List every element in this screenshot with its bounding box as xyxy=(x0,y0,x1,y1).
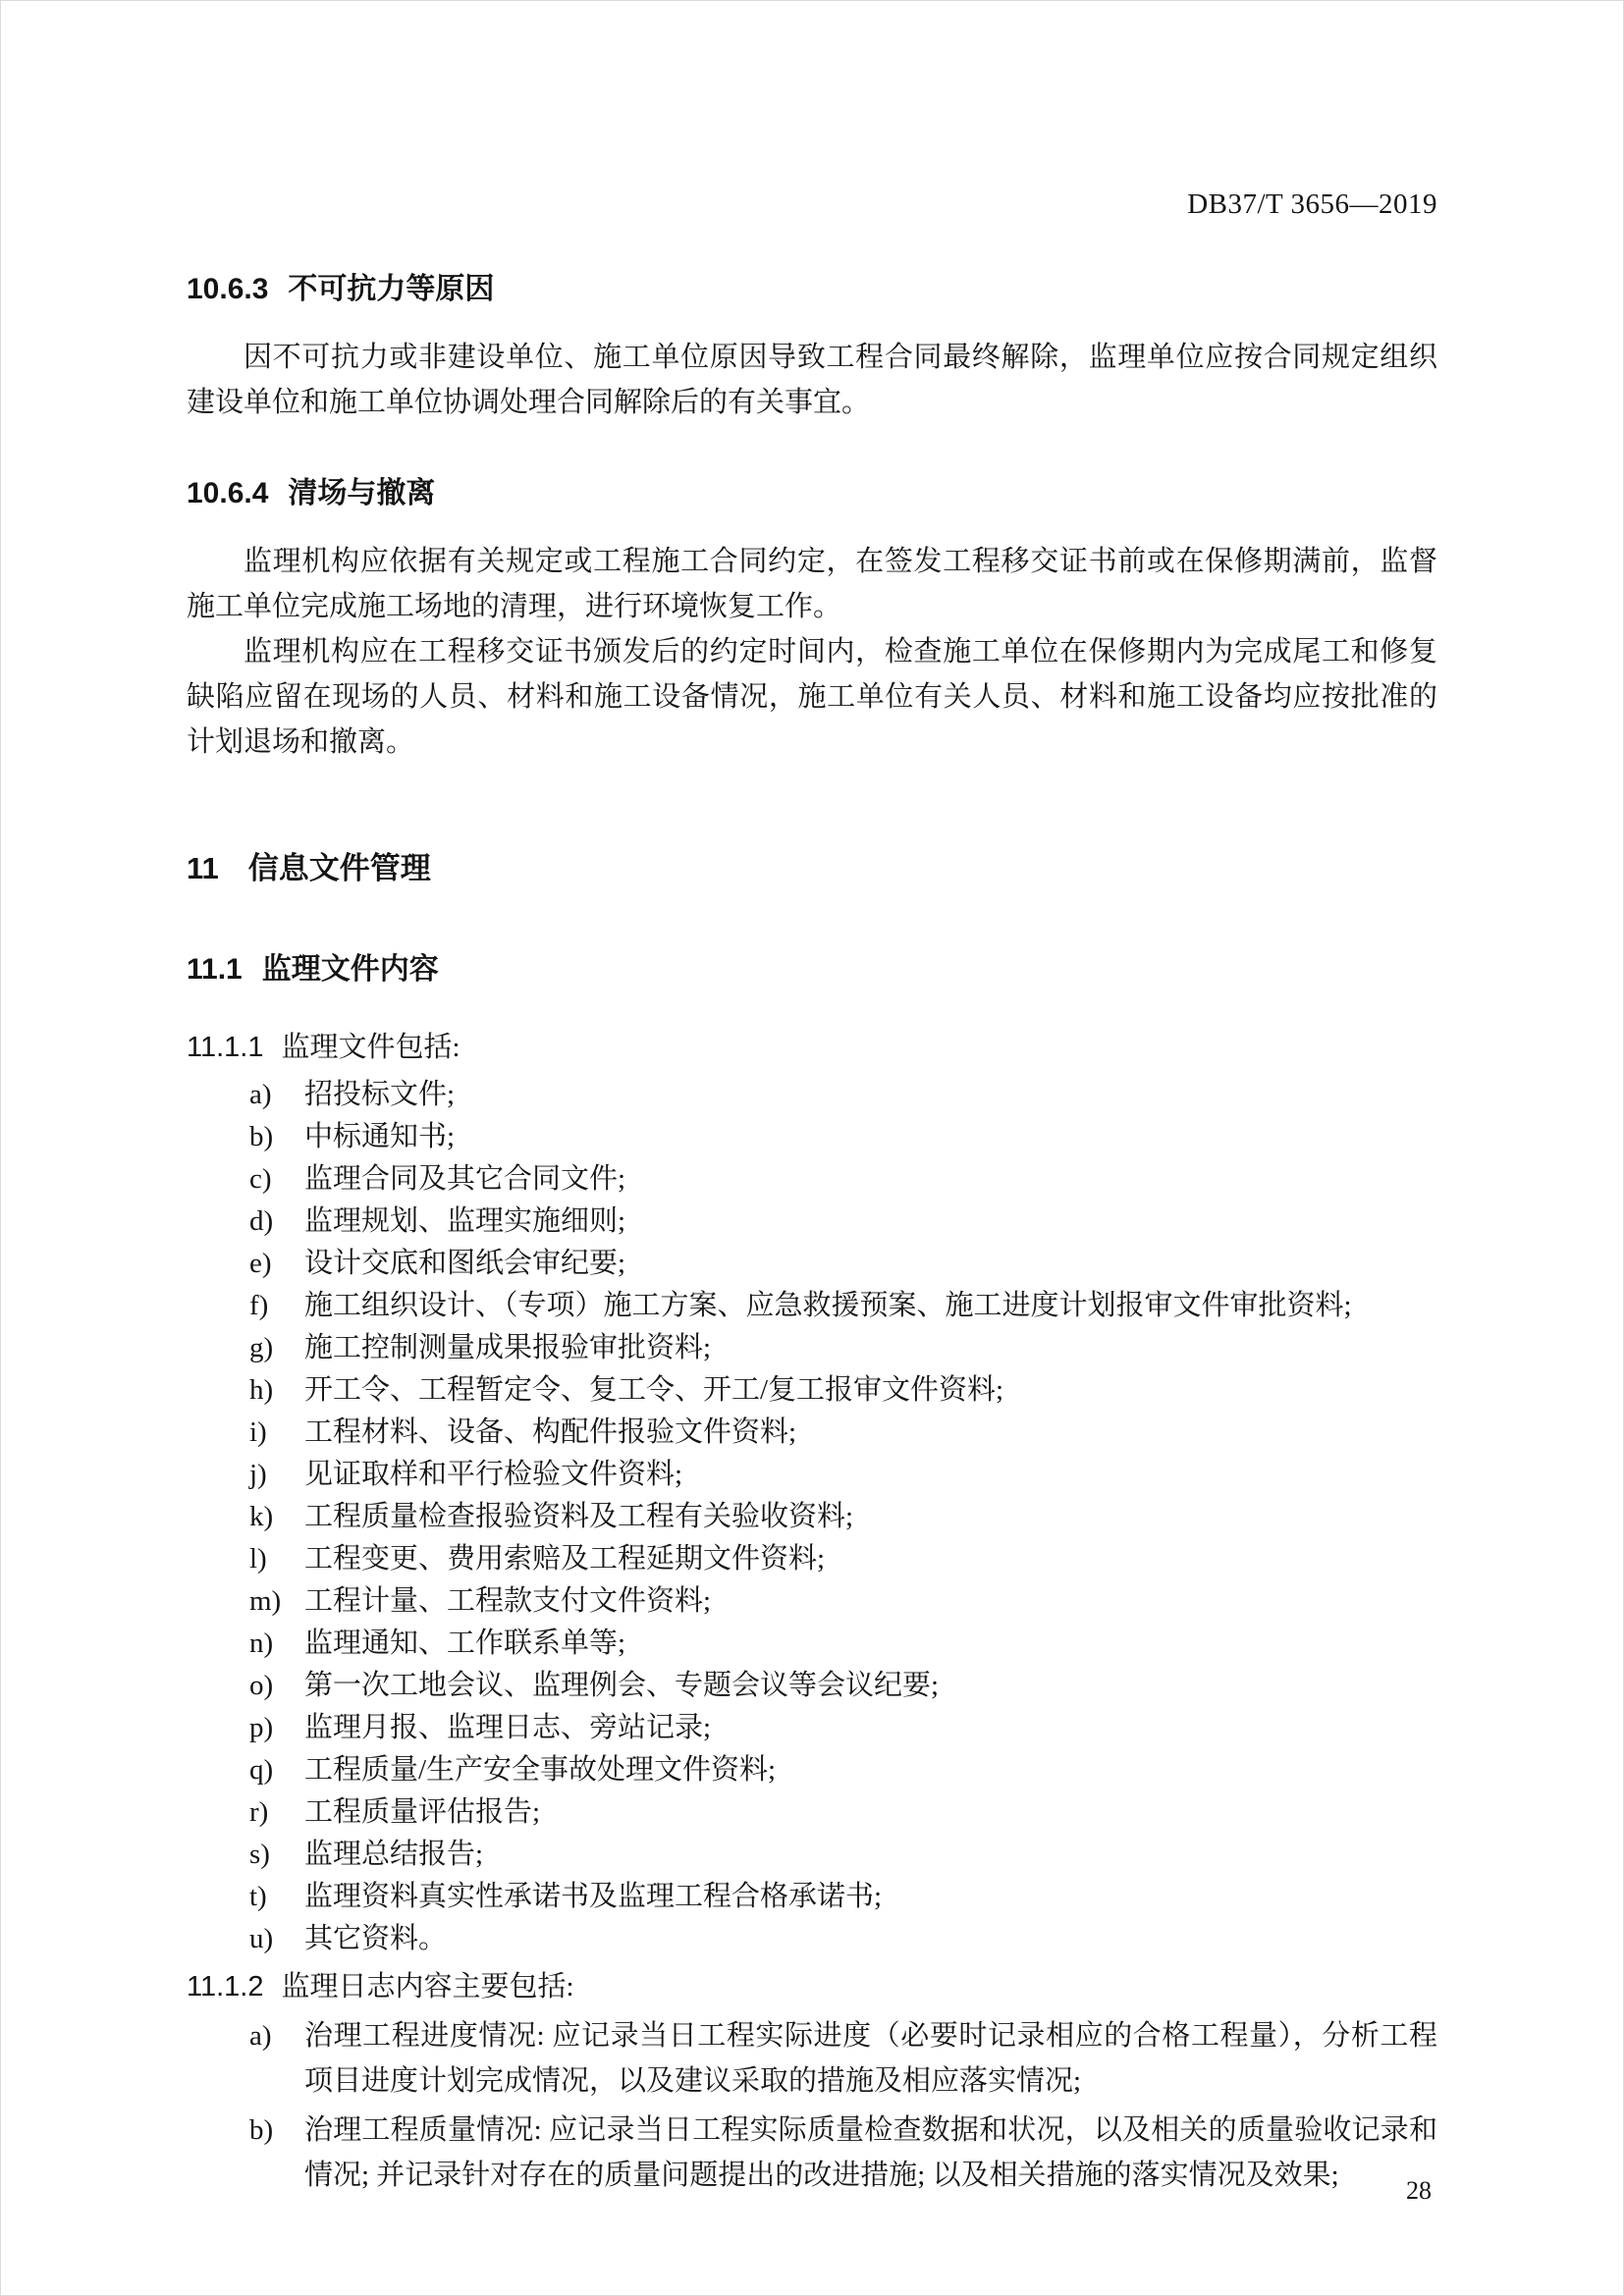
paragraph: 监理机构应依据有关规定或工程施工合同约定，在签发工程移交证书前或在保修期满前，监督施工单位完成施工场地的清理，进行环境恢复工作。 xyxy=(187,546,1437,622)
item-text: 招投标文件; xyxy=(304,1079,456,1110)
item-label: g) xyxy=(249,1332,274,1363)
list-item xyxy=(187,1285,1437,1327)
page-number: 28 xyxy=(1406,2176,1432,2205)
list-item xyxy=(187,1454,1437,1496)
list-item xyxy=(187,1496,1437,1538)
item-text: 工程变更、费用索赔及工程延期文件资料; xyxy=(304,1543,826,1575)
item-text: 治理工程质量情况: 应记录当日工程实际质量检查数据和状况，以及相关的质量验收记录和情况; 并记录针对存在的质量问题提出的改进措施; 以及相关措施的落实情况及效果; xyxy=(304,2114,1437,2191)
item-label: e) xyxy=(249,1248,272,1279)
clause-number: 11.1.2 xyxy=(187,1971,264,2002)
item-label: k) xyxy=(249,1501,274,1532)
list-item xyxy=(187,1623,1437,1665)
list-item xyxy=(187,1158,1437,1201)
item-text: 监理通知、工作联系单等; xyxy=(304,1628,626,1659)
item-text: 第一次工地会议、监理例会、专题会议等会议纪要; xyxy=(304,1670,940,1701)
item-text: 监理总结报告; xyxy=(304,1839,484,1870)
clause-11-1-1 xyxy=(187,1025,1437,1070)
item-text: 工程质量检查报验资料及工程有关验收资料; xyxy=(304,1501,854,1532)
item-label: o) xyxy=(249,1670,274,1701)
heading-number: 10.6.4 xyxy=(187,477,269,509)
list-item xyxy=(187,1707,1437,1749)
item-text: 监理合同及其它合同文件; xyxy=(304,1163,626,1195)
list-11-1-2 xyxy=(187,2013,1437,2198)
list-item xyxy=(187,1538,1437,1580)
item-text: 其它资料。 xyxy=(304,1923,448,1954)
item-label: b) xyxy=(249,2114,274,2146)
item-label: p) xyxy=(249,1712,274,1743)
item-label: j) xyxy=(249,1459,267,1490)
list-item xyxy=(187,1834,1437,1876)
heading-title: 信息文件管理 xyxy=(247,851,431,885)
item-text: 开工令、工程暂定令、复工令、开工/复工报审文件资料; xyxy=(304,1374,1004,1406)
item-text: 监理规划、监理实施细则; xyxy=(304,1205,626,1237)
item-text: 见证取样和平行检验文件资料; xyxy=(304,1459,683,1490)
item-label: i) xyxy=(249,1416,267,1448)
clause-text: 监理文件包括: xyxy=(281,1032,460,1063)
paragraph: 因不可抗力或非建设单位、施工单位原因导致工程合同最终解除，监理单位应按合同规定组织建设单位和施工单位协调处理合同解除后的有关事宜。 xyxy=(187,342,1437,418)
item-text: 工程质量评估报告; xyxy=(304,1796,541,1828)
doc-code: DB37/T 3656—2019 xyxy=(1187,188,1437,220)
item-text: 工程质量/生产安全事故处理文件资料; xyxy=(304,1754,777,1786)
item-label: m) xyxy=(249,1585,282,1617)
list-item xyxy=(187,2108,1437,2198)
item-label: f) xyxy=(249,1290,269,1321)
heading-title: 清场与撤离 xyxy=(288,477,436,509)
list-item xyxy=(187,1412,1437,1454)
item-label: d) xyxy=(249,1205,274,1237)
heading-title: 不可抗力等原因 xyxy=(288,273,495,305)
item-text: 施工控制测量成果报验审批资料; xyxy=(304,1332,712,1363)
item-label: q) xyxy=(249,1754,274,1786)
item-text: 中标通知书; xyxy=(304,1121,456,1152)
list-item xyxy=(187,1876,1437,1918)
heading-number: 11.1 xyxy=(187,953,243,986)
item-label: u) xyxy=(249,1923,274,1954)
item-label: a) xyxy=(249,1079,272,1110)
list-item xyxy=(187,1580,1437,1623)
heading-title: 监理文件内容 xyxy=(261,953,439,986)
list-item xyxy=(187,1327,1437,1369)
clause-number: 11.1.1 xyxy=(187,1032,264,1063)
chapter-heading-11 xyxy=(187,843,1437,887)
item-label: s) xyxy=(249,1839,270,1870)
heading-10-6-4 xyxy=(187,468,1437,511)
item-text: 工程材料、设备、构配件报验文件资料; xyxy=(304,1416,797,1448)
item-text: 设计交底和图纸会审纪要; xyxy=(304,1248,626,1279)
item-label: r) xyxy=(249,1796,269,1828)
item-text: 工程计量、工程款支付文件资料; xyxy=(304,1585,712,1617)
heading-number: 11 xyxy=(187,851,219,885)
list-item xyxy=(187,1243,1437,1285)
item-label: l) xyxy=(249,1543,267,1575)
item-label: c) xyxy=(249,1163,272,1195)
item-text: 施工组织设计、（专项）施工方案、应急救援预案、施工进度计划报审文件审批资料; xyxy=(304,1290,1352,1321)
item-label: n) xyxy=(249,1628,274,1659)
item-text: 治理工程进度情况: 应记录当日工程实际进度（必要时记录相应的合格工程量），分析工程项目进度计划完成情况，以及建议采取的措施及相应落实情况; xyxy=(304,2020,1437,2097)
list-item xyxy=(187,1791,1437,1834)
item-text: 监理资料真实性承诺书及监理工程合格承诺书; xyxy=(304,1881,883,1912)
list-item xyxy=(187,1116,1437,1158)
list-item xyxy=(187,1369,1437,1412)
item-label: t) xyxy=(249,1881,267,1912)
item-text: 监理月报、监理日志、旁站记录; xyxy=(304,1712,712,1743)
list-item xyxy=(187,1074,1437,1116)
item-label: h) xyxy=(249,1374,274,1406)
list-item xyxy=(187,2013,1437,2104)
clause-text: 监理日志内容主要包括: xyxy=(281,1971,574,2002)
list-item xyxy=(187,1749,1437,1791)
item-label: b) xyxy=(249,1121,274,1152)
list-11-1-1 xyxy=(187,1074,1437,1960)
list-item xyxy=(187,1201,1437,1243)
clause-11-1-2 xyxy=(187,1964,1437,2009)
item-label: a) xyxy=(249,2020,272,2052)
heading-number: 10.6.3 xyxy=(187,273,269,305)
list-item xyxy=(187,1918,1437,1960)
section-heading-11-1 xyxy=(187,944,1437,988)
paragraph: 监理机构应在工程移交证书颁发后的约定时间内，检查施工单位在保修期内为完成尾工和修复缺陷应留在现场的人员、材料和施工设备情况，施工单位有关人员、材料和施工设备均应按批准的计划退场和撤离。 xyxy=(187,636,1437,758)
list-item xyxy=(187,1665,1437,1707)
heading-10-6-3 xyxy=(187,264,1437,307)
